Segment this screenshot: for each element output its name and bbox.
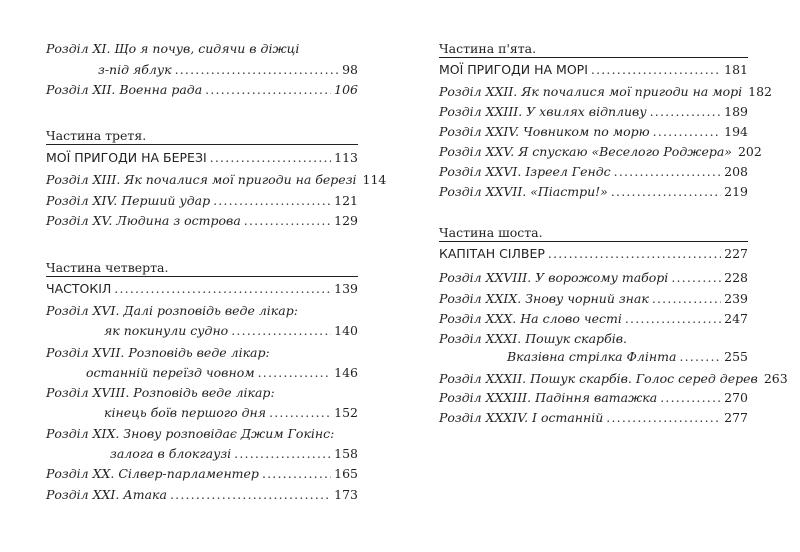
leader-dots [614,164,722,180]
chapter-12-entry[interactable] [46,82,358,98]
leader-dots [231,323,331,339]
leader-dots [258,365,332,381]
chapter-18-line1: Розділ XVIII. Розповідь веде лікар: [46,385,275,400]
leader-dots [175,62,340,78]
part3-title-entry[interactable] [46,150,358,166]
leader-dots [244,213,331,229]
leader-dots [652,291,721,307]
chapter-12-page: 106 [334,82,358,97]
chapter-20-page: 165 [334,466,358,481]
chapter-14-page: 121 [334,193,358,208]
part3-rule [46,144,358,145]
chapter-22-page: 182 [748,84,772,99]
chapter-26-title: Розділ XXVI. Ізреел Гендс [439,164,611,179]
part6-label: Частина шоста. [439,225,543,240]
leader-dots [170,487,331,503]
chapter-26-page: 208 [724,164,748,179]
chapter-11-entry[interactable] [98,62,358,78]
chapter-11-line2: з-під яблук [98,62,172,77]
part6-title: КАПІТАН СІЛВЕР [439,246,545,261]
chapter-28-entry[interactable] [439,270,748,286]
chapter-17-page: 146 [334,365,358,380]
chapter-23-title: Розділ XXIII. У хвилях відпливу [439,104,647,119]
part5-rule [439,57,748,58]
chapter-16-page: 140 [334,323,358,338]
chapter-19-entry[interactable] [110,446,358,462]
chapter-17-line2: останній переїзд човном [86,365,255,380]
chapter-31-line2: Вказівна стрілка Флінта [507,349,677,364]
leader-dots [679,349,721,365]
chapter-31-line1: Розділ XXXI. Пошук скарбів. [439,331,627,346]
chapter-24-page: 194 [724,124,748,139]
chapter-30-page: 247 [724,311,748,326]
chapter-28-title: Розділ XXVIII. У ворожому таборі [439,270,669,285]
chapter-29-entry[interactable] [439,291,748,307]
part3-page: 113 [334,150,358,165]
part4-label: Частина четверта. [46,260,169,275]
chapter-13-entry[interactable] [46,172,387,188]
chapter-27-entry[interactable] [439,184,748,200]
part3-title: МОЇ ПРИГОДИ НА БЕРЕЗІ [46,150,207,165]
leader-dots [213,193,331,209]
part5-label: Частина п'ята. [439,41,537,56]
part4-title-entry[interactable] [46,281,358,297]
chapter-21-title: Розділ XXI. Атака [46,487,167,502]
chapter-19-line2: залога в блокгаузі [110,446,232,461]
chapter-27-title: Розділ XXVII. «Піастри!» [439,184,608,199]
leader-dots [611,184,721,200]
chapter-11-line1: Розділ XI. Що я почув, сидячи в діжці [46,41,300,56]
leader-dots [210,150,331,166]
chapter-23-entry[interactable] [439,104,748,120]
chapter-17-entry[interactable] [86,365,358,381]
chapter-15-title: Розділ XV. Людина з острова [46,213,241,228]
chapter-19-line1: Розділ XIX. Знову розповідає Джим Гокінс: [46,426,335,441]
chapter-18-page: 152 [334,405,358,420]
chapter-25-entry[interactable] [439,144,762,160]
leader-dots [653,124,721,140]
leader-dots [548,246,721,262]
chapter-34-page: 277 [724,410,748,425]
part5-title: МОЇ ПРИГОДИ НА МОРІ [439,62,588,77]
chapter-30-entry[interactable] [439,311,748,327]
chapter-29-page: 239 [724,291,748,306]
chapter-14-entry[interactable] [46,193,358,209]
chapter-12-title: Розділ XII. Военна рада [46,82,203,97]
chapter-31-page: 255 [724,349,748,364]
part3-label: Частина третя. [46,128,147,143]
chapter-15-page: 129 [334,213,358,228]
part4-title: ЧАСТОКІЛ [46,281,112,296]
chapter-27-page: 219 [724,184,748,199]
leader-dots [606,410,721,426]
leader-dots [262,466,331,482]
chapter-25-page: 202 [737,144,762,159]
part4-rule [46,276,358,277]
chapter-22-entry[interactable] [439,84,772,100]
chapter-24-entry[interactable] [439,124,748,140]
leader-dots [650,104,722,120]
chapter-17-line1: Розділ XVII. Розповідь веде лікар: [46,345,270,360]
chapter-25-title: Розділ XXV. Я спускаю «Веселого Роджера» [439,144,732,159]
chapter-15-entry[interactable] [46,213,358,229]
chapter-32-title: Розділ XXXII. Пошук скарбів. Голос серед дерев [439,371,758,386]
chapter-11-page: 98 [342,62,358,77]
chapter-28-page: 228 [724,270,748,285]
chapter-33-page: 270 [724,390,748,405]
chapter-34-entry[interactable] [439,410,748,426]
chapter-13-page: 114 [362,172,387,187]
chapter-26-entry[interactable] [439,164,748,180]
leader-dots [114,281,331,297]
chapter-32-page: 263 [763,371,788,386]
chapter-32-entry[interactable] [439,371,788,387]
chapter-22-title: Розділ XXII. Як почалися мої пригоди на морі [439,84,743,99]
chapter-21-entry[interactable] [46,487,358,503]
chapter-23-page: 189 [724,104,748,119]
leader-dots [671,270,721,286]
chapter-13-title: Розділ XIII. Як почалися мої пригоди на березі [46,172,357,187]
leader-dots [269,405,331,421]
part6-page: 227 [724,246,748,261]
chapter-21-page: 173 [334,487,358,502]
chapter-31-entry[interactable] [507,349,748,365]
chapter-18-line2: кінець боїв першого дня [104,405,267,420]
part6-title-entry[interactable] [439,246,748,262]
leader-dots [625,311,721,327]
chapter-30-title: Розділ XXX. На слово честі [439,311,622,326]
leader-dots [591,62,721,78]
chapter-20-title: Розділ XX. Сілвер-парламентер [46,466,259,481]
part5-page: 181 [724,62,748,77]
chapter-16-entry[interactable] [104,323,358,339]
part4-page: 139 [334,281,358,296]
chapter-19-page: 158 [334,446,358,461]
chapter-33-entry[interactable] [439,390,748,406]
leader-dots [660,390,721,406]
part5-title-entry[interactable] [439,62,748,78]
chapter-16-line2: як покинули судно [104,323,229,338]
chapter-33-title: Розділ XXXIII. Падіння ватажка [439,390,658,405]
chapter-14-title: Розділ XIV. Перший удар [46,193,211,208]
chapter-18-entry[interactable] [104,405,358,421]
chapter-20-entry[interactable] [46,466,358,482]
leader-dots [234,446,331,462]
chapter-34-title: Розділ XXXIV. І останній [439,410,604,425]
chapter-29-title: Розділ XXIX. Знову чорний знак [439,291,649,306]
part6-rule [439,241,748,242]
chapter-16-line1: Розділ XVI. Далі розповідь веде лікар: [46,303,298,318]
leader-dots [205,82,331,98]
chapter-24-title: Розділ XXIV. Човником по морю [439,124,650,139]
